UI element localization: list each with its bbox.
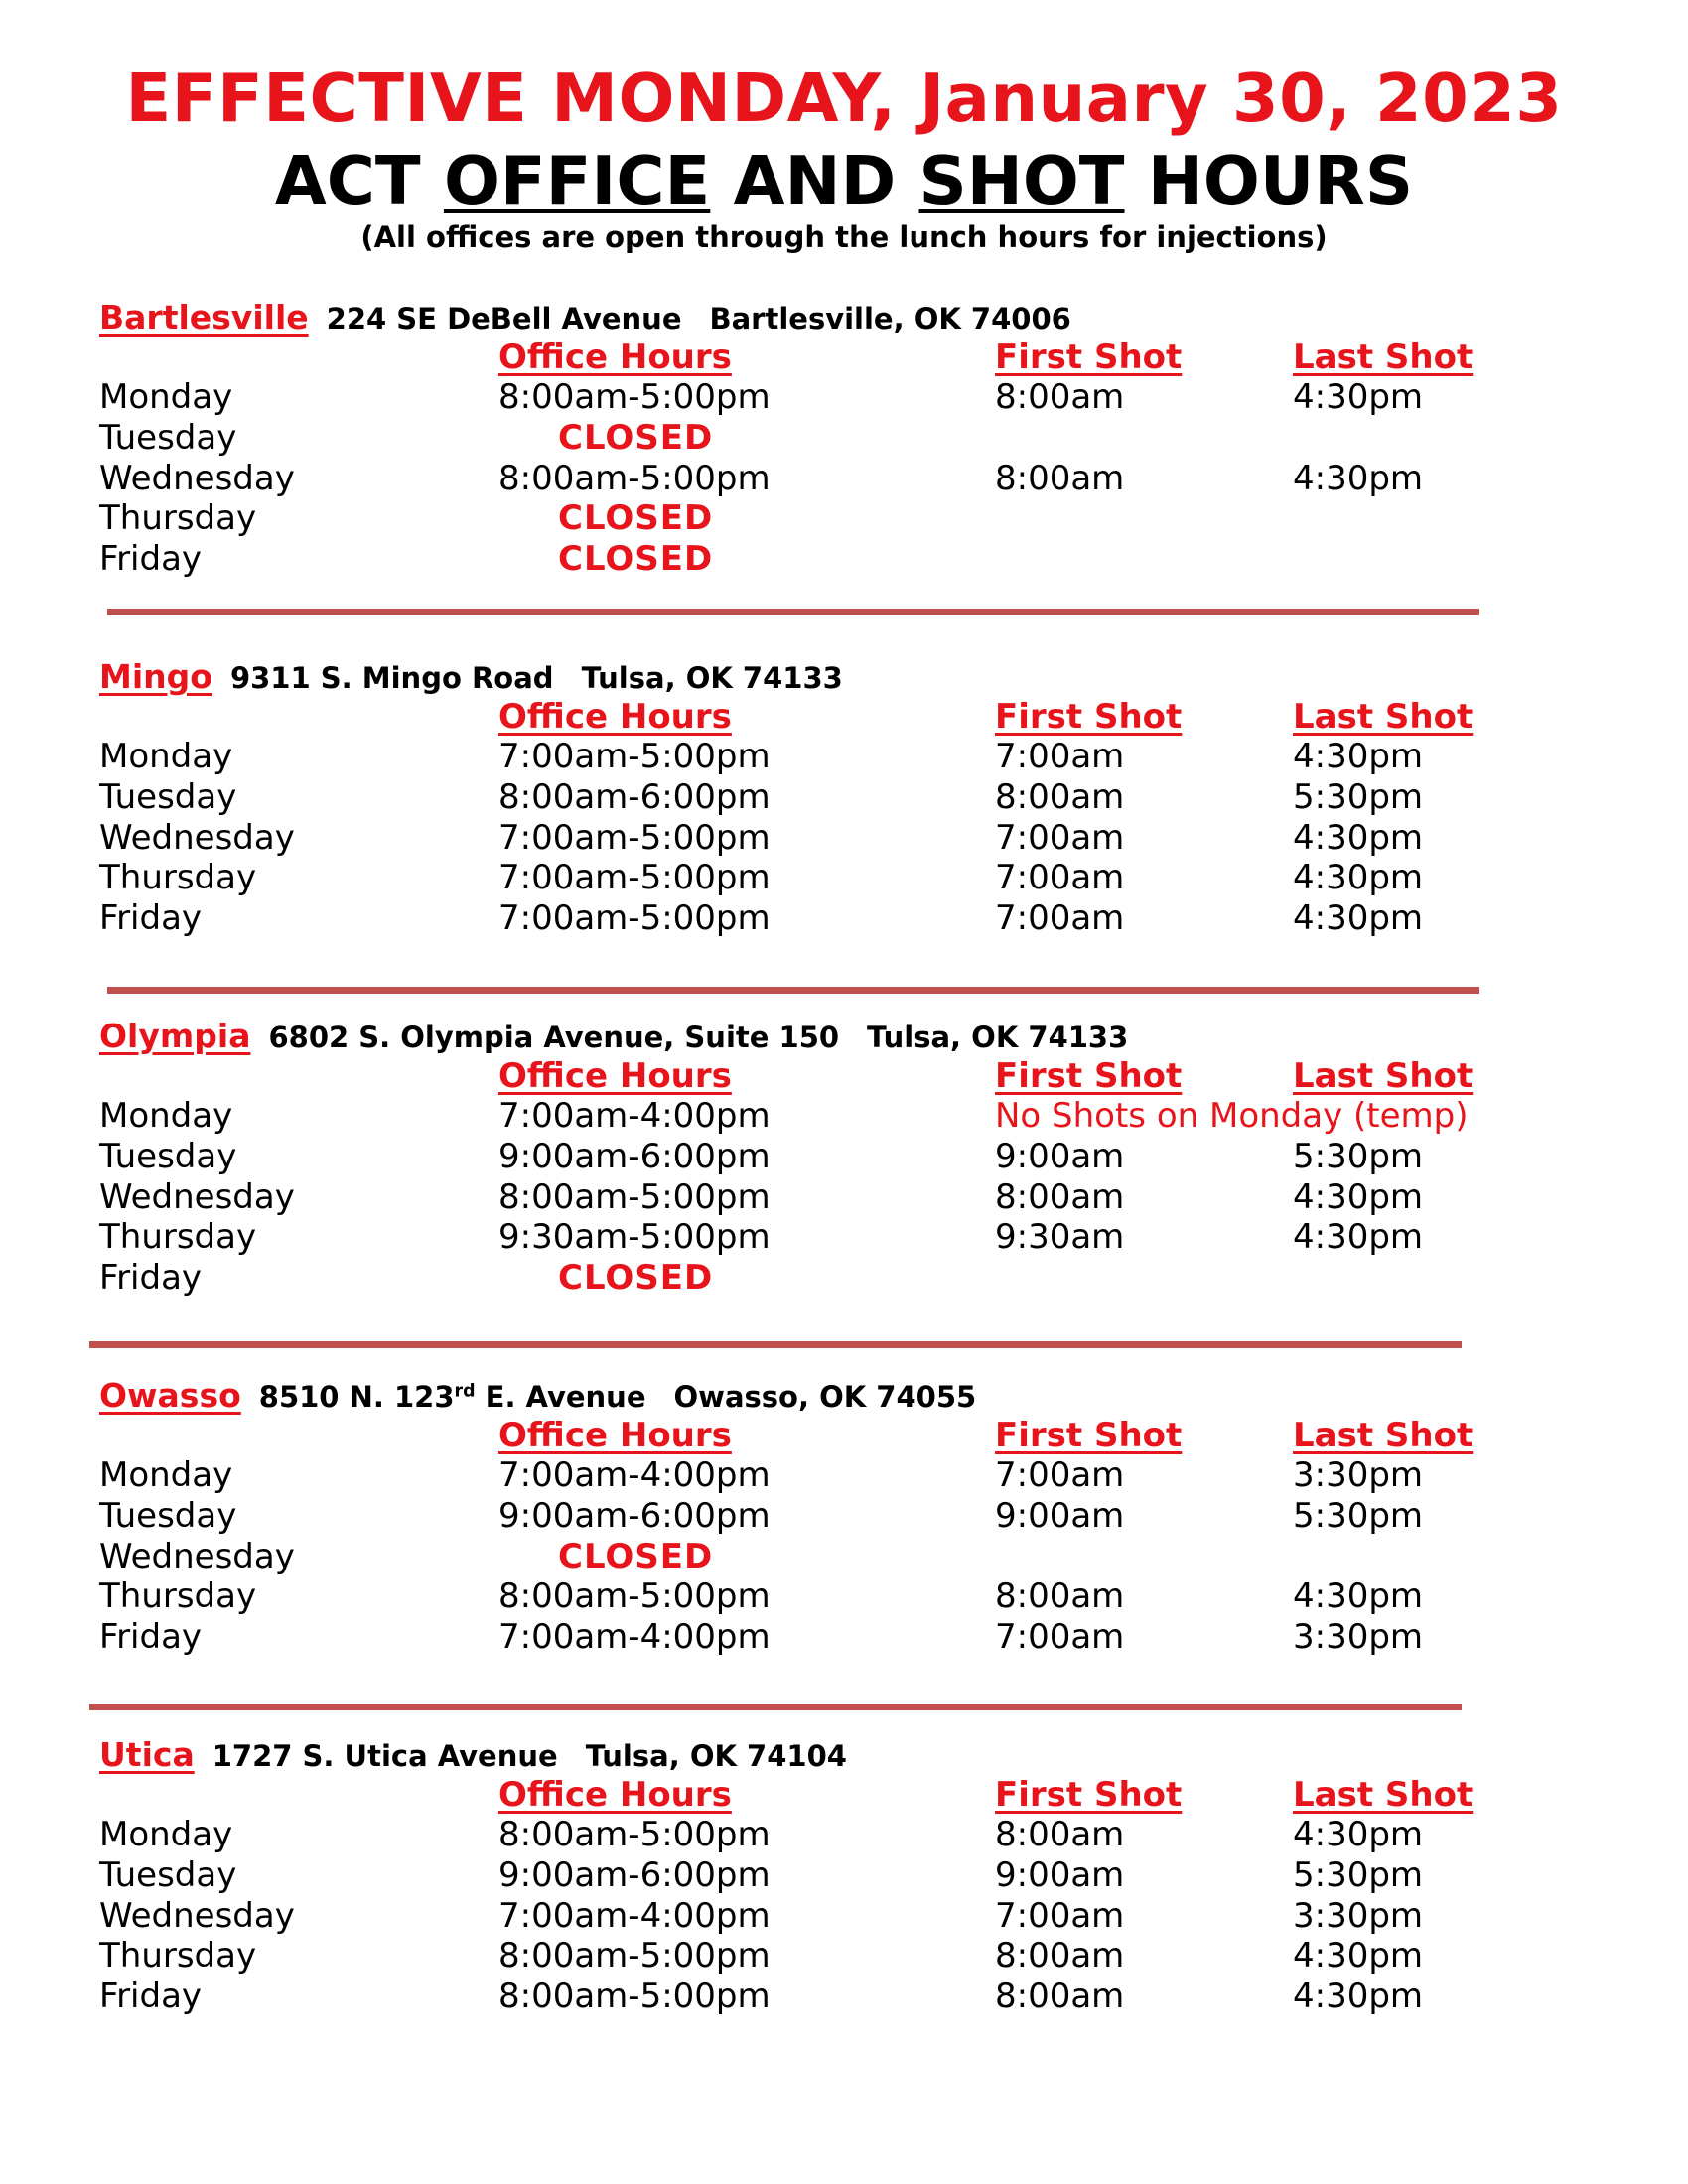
schedule-row: [0, 1537, 1688, 1577]
day-label: Tuesday: [99, 1854, 237, 1895]
first-shot-header: First Shot: [995, 1056, 1183, 1096]
office-header: [99, 657, 843, 696]
first-shot-header: First Shot: [995, 697, 1183, 737]
schedule-row: [0, 818, 1688, 859]
office-city: Tulsa, OK 74133: [867, 1021, 1129, 1054]
office-address: 6802 S. Olympia Avenue, Suite 150: [268, 1021, 840, 1054]
office-hours-value: 8:00am-5:00pm: [498, 458, 771, 498]
day-label: Friday: [99, 1977, 203, 2017]
office-hours-value: 7:00am-4:00pm: [498, 1617, 771, 1658]
day-label: Tuesday: [99, 776, 237, 817]
last-shot-value: 5:30pm: [1293, 1854, 1424, 1895]
title-shot: SHOT: [918, 142, 1125, 219]
first-shot-value: 9:00am: [995, 1854, 1125, 1895]
office-address: 8510 N. 123rd E. Avenue: [258, 1380, 646, 1414]
schedule-rows: [0, 1815, 1688, 2017]
office-hours-header: Office Hours: [498, 1416, 732, 1455]
schedule-row: [0, 777, 1688, 818]
schedule-row: [0, 377, 1688, 418]
office-section-olympia: [0, 1017, 1688, 1374]
office-hours-value: 9:30am-5:00pm: [498, 1217, 771, 1258]
office-address: 1727 S. Utica Avenue: [211, 1739, 558, 1773]
last-shot-header: Last Shot: [1293, 1416, 1474, 1455]
office-hours-header: Office Hours: [498, 1056, 732, 1096]
office-city: Tulsa, OK 74133: [581, 661, 843, 695]
section-divider: [107, 987, 1479, 994]
day-label: Monday: [99, 1096, 233, 1136]
last-shot-value: 5:30pm: [1293, 776, 1424, 817]
first-shot-value: 8:00am: [995, 458, 1125, 498]
section-divider: [89, 1704, 1462, 1710]
office-hours-value: 9:00am-6:00pm: [498, 1495, 771, 1536]
day-label: Wednesday: [99, 1176, 295, 1217]
schedule-row: [0, 418, 1688, 459]
schedule-row: [0, 1896, 1688, 1937]
last-shot-value: 4:30pm: [1293, 1217, 1424, 1258]
schedule-row: [0, 898, 1688, 939]
office-header: [99, 1017, 1128, 1055]
schedule-rows: [0, 1455, 1688, 1658]
last-shot-value: 4:30pm: [1293, 458, 1424, 498]
closed-label: CLOSED: [558, 539, 714, 580]
last-shot-value: 4:30pm: [1293, 1576, 1424, 1617]
first-shot-value: 9:00am: [995, 1136, 1125, 1176]
day-label: Monday: [99, 1815, 233, 1854]
section-divider: [107, 609, 1479, 615]
office-hours-value: 8:00am-5:00pm: [498, 1815, 771, 1854]
last-shot-value: 3:30pm: [1293, 1455, 1424, 1495]
schedule-row: [0, 1617, 1688, 1658]
office-header: [99, 1735, 847, 1774]
schedule-row: [0, 737, 1688, 777]
office-hours-value: 9:00am-6:00pm: [498, 1136, 771, 1176]
schedule-row: [0, 1576, 1688, 1617]
office-hours-value: 8:00am-5:00pm: [498, 1576, 771, 1617]
office-address: 224 SE DeBell Avenue: [326, 302, 682, 336]
last-shot-header: Last Shot: [1293, 1775, 1474, 1815]
day-label: Tuesday: [99, 417, 237, 458]
office-hours-value: 8:00am-5:00pm: [498, 1176, 771, 1217]
first-shot-value: 7:00am: [995, 817, 1125, 858]
first-shot-value: 7:00am: [995, 1455, 1125, 1495]
office-hours-header: Office Hours: [498, 697, 732, 737]
day-label: Monday: [99, 377, 233, 417]
first-shot-value: 8:00am: [995, 1936, 1125, 1977]
last-shot-value: 3:30pm: [1293, 1617, 1424, 1658]
effective-date-heading: EFFECTIVE MONDAY, January 30, 2023: [125, 60, 1563, 137]
title-and: AND: [733, 142, 897, 219]
office-city: Tulsa, OK 74104: [585, 1739, 847, 1773]
office-hours-value: 7:00am-5:00pm: [498, 737, 771, 776]
first-shot-value: 7:00am: [995, 1617, 1125, 1658]
last-shot-value: 5:30pm: [1293, 1495, 1424, 1536]
day-label: Wednesday: [99, 817, 295, 858]
section-divider: [89, 1341, 1462, 1348]
page-title: [0, 142, 1688, 219]
schedule-rows: [0, 737, 1688, 939]
office-hours-value: 8:00am-6:00pm: [498, 776, 771, 817]
office-hours-value: 7:00am-5:00pm: [498, 898, 771, 939]
schedule-row: [0, 1177, 1688, 1218]
first-shot-value: 7:00am: [995, 898, 1125, 939]
office-name: Owasso: [99, 1376, 241, 1415]
office-hours-value: 7:00am-5:00pm: [498, 817, 771, 858]
day-label: Thursday: [99, 858, 257, 898]
schedule-rows: [0, 1096, 1688, 1298]
day-label: Wednesday: [99, 1895, 295, 1936]
schedule-rows: [0, 377, 1688, 580]
last-shot-value: 5:30pm: [1293, 1136, 1424, 1176]
closed-label: CLOSED: [558, 498, 714, 539]
day-label: Tuesday: [99, 1495, 237, 1536]
office-city: Bartlesville, OK 74006: [709, 302, 1071, 336]
office-hours-value: 9:00am-6:00pm: [498, 1854, 771, 1895]
last-shot-value: 4:30pm: [1293, 1977, 1424, 2017]
closed-label: CLOSED: [558, 417, 714, 458]
last-shot-header: Last Shot: [1293, 697, 1474, 737]
day-label: Friday: [99, 1617, 203, 1658]
office-hours-header: Office Hours: [498, 338, 732, 377]
office-section-utica: [0, 1735, 1688, 2093]
day-label: Thursday: [99, 1217, 257, 1258]
office-section-owasso: [0, 1376, 1688, 1733]
title-office: OFFICE: [443, 142, 711, 219]
first-shot-value: 9:30am: [995, 1217, 1125, 1258]
office-city: Owasso, OK 74055: [673, 1380, 977, 1414]
last-shot-value: 4:30pm: [1293, 1936, 1424, 1977]
day-label: Thursday: [99, 1576, 257, 1617]
day-label: Tuesday: [99, 1136, 237, 1176]
first-shot-value: 7:00am: [995, 1895, 1125, 1936]
schedule-row: [0, 1855, 1688, 1896]
first-shot-value: 8:00am: [995, 1815, 1125, 1854]
schedule-row: [0, 539, 1688, 580]
office-hours-header: Office Hours: [498, 1775, 732, 1815]
last-shot-value: 4:30pm: [1293, 817, 1424, 858]
office-hours-value: 7:00am-4:00pm: [498, 1096, 771, 1136]
first-shot-value: 9:00am: [995, 1495, 1125, 1536]
first-shot-value: 8:00am: [995, 1176, 1125, 1217]
schedule-row: [0, 1815, 1688, 1855]
schedule-row: [0, 858, 1688, 898]
office-section-bartlesville: [0, 298, 1688, 655]
last-shot-value: 4:30pm: [1293, 377, 1424, 417]
first-shot-header: First Shot: [995, 1775, 1183, 1815]
schedule-row: [0, 459, 1688, 499]
day-label: Thursday: [99, 498, 257, 539]
closed-label: CLOSED: [558, 1536, 714, 1576]
schedule-row: [0, 1455, 1688, 1496]
page-subtitle: (All offices are open through the lunch hours for injections): [360, 220, 1328, 254]
last-shot-value: 3:30pm: [1293, 1895, 1424, 1936]
office-header: [99, 1376, 976, 1415]
last-shot-header: Last Shot: [1293, 1056, 1474, 1096]
office-hours-value: 8:00am-5:00pm: [498, 1977, 771, 2017]
day-label: Friday: [99, 1258, 203, 1298]
office-section-mingo: [0, 657, 1688, 1015]
office-hours-value: 7:00am-4:00pm: [498, 1455, 771, 1495]
day-label: Monday: [99, 737, 233, 776]
closed-label: CLOSED: [558, 1258, 714, 1298]
office-name: Utica: [99, 1735, 195, 1774]
office-hours-value: 8:00am-5:00pm: [498, 377, 771, 417]
office-name: Olympia: [99, 1017, 251, 1055]
title-act: ACT: [274, 142, 421, 219]
first-shot-value: 8:00am: [995, 1576, 1125, 1617]
first-shot-value: 7:00am: [995, 858, 1125, 898]
office-name: Mingo: [99, 657, 212, 696]
last-shot-value: 4:30pm: [1293, 1815, 1424, 1854]
office-header: [99, 298, 1071, 337]
schedule-row: [0, 1496, 1688, 1537]
office-hours-value: 7:00am-5:00pm: [498, 858, 771, 898]
day-label: Wednesday: [99, 1536, 295, 1576]
day-label: Friday: [99, 539, 203, 580]
day-label: Thursday: [99, 1936, 257, 1977]
shot-note: No Shots on Monday (temp): [995, 1096, 1469, 1136]
last-shot-value: 4:30pm: [1293, 1176, 1424, 1217]
schedule-row: [0, 498, 1688, 539]
schedule-row: [0, 1096, 1688, 1137]
last-shot-value: 4:30pm: [1293, 858, 1424, 898]
last-shot-header: Last Shot: [1293, 338, 1474, 377]
first-shot-header: First Shot: [995, 1416, 1183, 1455]
first-shot-value: 8:00am: [995, 377, 1125, 417]
last-shot-value: 4:30pm: [1293, 898, 1424, 939]
last-shot-value: 4:30pm: [1293, 737, 1424, 776]
schedule-row: [0, 1936, 1688, 1977]
day-label: Wednesday: [99, 458, 295, 498]
day-label: Friday: [99, 898, 203, 939]
schedule-row: [0, 1977, 1688, 2017]
office-address: 9311 S. Mingo Road: [229, 661, 554, 695]
schedule-row: [0, 1258, 1688, 1298]
first-shot-value: 8:00am: [995, 776, 1125, 817]
schedule-row: [0, 1137, 1688, 1177]
schedule-row: [0, 1217, 1688, 1258]
office-hours-value: 7:00am-4:00pm: [498, 1895, 771, 1936]
office-hours-value: 8:00am-5:00pm: [498, 1936, 771, 1977]
day-label: Monday: [99, 1455, 233, 1495]
first-shot-value: 7:00am: [995, 737, 1125, 776]
office-name: Bartlesville: [99, 298, 309, 337]
title-hours: HOURS: [1147, 142, 1414, 219]
first-shot-value: 8:00am: [995, 1977, 1125, 2017]
first-shot-header: First Shot: [995, 338, 1183, 377]
